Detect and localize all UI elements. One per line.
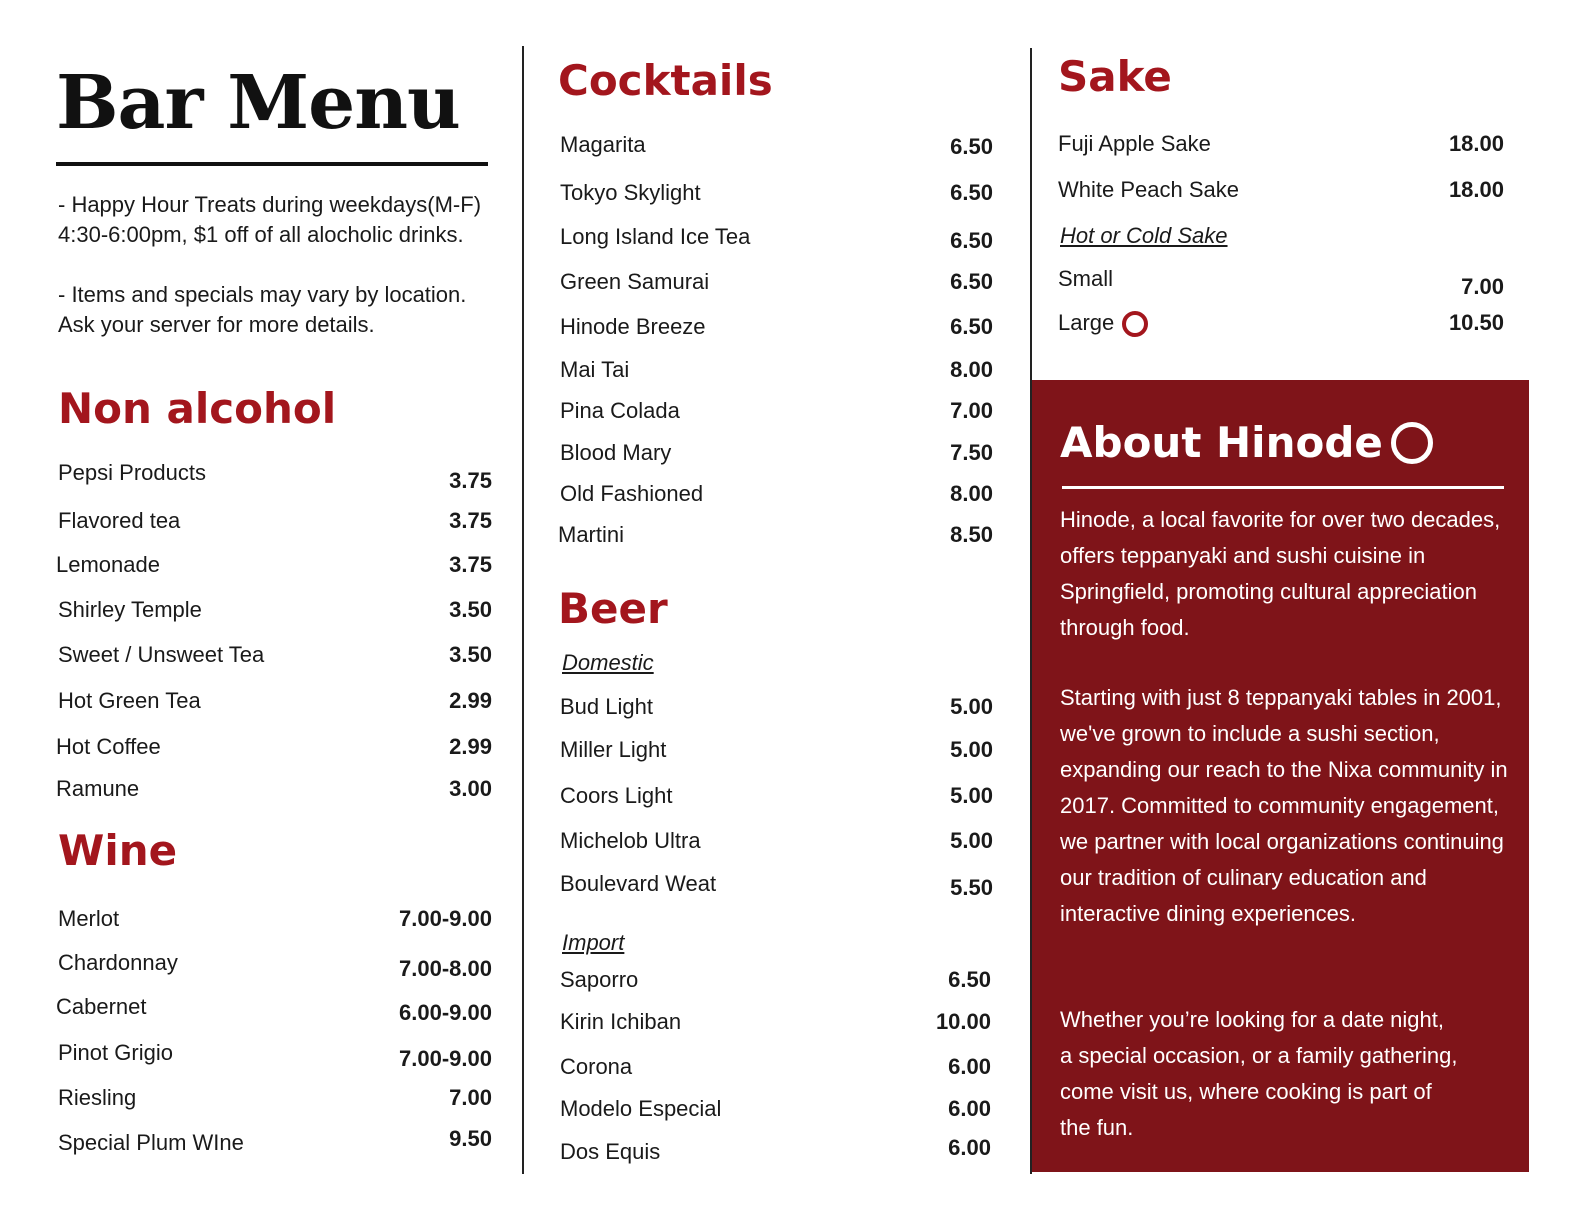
sake-size-item	[1058, 266, 1504, 300]
cocktail-item	[560, 440, 993, 466]
item-name: Fuji Apple Sake	[1058, 131, 1211, 156]
item-name: Green Samurai	[560, 269, 710, 294]
item-name: Pinot Grigio	[58, 1040, 173, 1065]
item-name: Pina Colada	[560, 398, 680, 423]
non-alcohol-item	[58, 642, 492, 668]
item-name: Martini	[558, 522, 625, 547]
item-price: 18.00	[1448, 177, 1504, 202]
item-name: Hot Coffee	[56, 734, 161, 759]
item-name: Sweet / Unsweet Tea	[58, 642, 265, 667]
item-name: Hinode Breeze	[560, 314, 706, 339]
item-name: Chardonnay	[58, 950, 178, 975]
item-name: Dos Equis	[560, 1139, 661, 1164]
non-alcohol-item	[58, 460, 492, 494]
import-subheading: Import	[562, 930, 625, 955]
wine-item	[56, 994, 492, 1026]
page-title: Bar Menu	[56, 60, 460, 146]
item-name: Special Plum WIne	[58, 1130, 244, 1155]
beer-item	[560, 1096, 991, 1122]
item-price: 3.50	[449, 642, 492, 667]
item-price: 3.75	[449, 552, 492, 577]
beer-item	[560, 783, 993, 809]
beer-item	[560, 694, 993, 720]
item-name: White Peach Sake	[1058, 177, 1239, 202]
cocktail-item	[560, 481, 993, 507]
item-price: 3.75	[449, 468, 492, 493]
item-name: Cabernet	[56, 994, 147, 1019]
item-price: 5.00	[950, 828, 993, 853]
item-price: 10.00	[935, 1009, 991, 1034]
item-name: Flavored tea	[58, 508, 181, 533]
item-name: Pepsi Products	[58, 460, 206, 485]
item-name: Saporro	[560, 967, 639, 992]
item-name: Modelo Especial	[560, 1096, 722, 1121]
about-heading	[1060, 418, 1433, 467]
item-price: 6.00-9.00	[399, 1000, 492, 1025]
non-alcohol-item	[58, 508, 492, 534]
cocktail-item	[560, 180, 993, 206]
wine-item	[58, 950, 492, 982]
item-price: 5.00	[950, 737, 993, 762]
cocktail-item	[560, 357, 993, 383]
about-paragraph: Starting with just 8 teppanyaki tables in 2001, we've grown to include a sushi section, expanding our reach to the Nixa community in 2017. Committed to community engagement, we partner with local organizations continuing our tradition of culinary education and interactive dining experiences.	[1060, 685, 1508, 926]
item-price: 6.00	[948, 1135, 991, 1160]
beer-item	[560, 737, 993, 763]
about-paragraph: Hinode, a local favorite for over two decades, offers teppanyaki and sushi cuisine in Springfield, promoting cultural appreciation through food.	[1060, 507, 1501, 640]
location-note: - Items and specials may vary by location. Ask your server for more details.	[58, 282, 467, 337]
item-name: Michelob Ultra	[560, 828, 701, 853]
beer-item	[560, 1009, 991, 1035]
item-price: 6.50	[950, 269, 993, 294]
item-price: 6.00	[948, 1096, 991, 1121]
item-name: Coors Light	[560, 783, 673, 808]
item-price: 7.00-9.00	[399, 1046, 492, 1071]
cocktail-item	[560, 224, 993, 254]
item-name: Boulevard Weat	[560, 871, 717, 896]
wine-item	[58, 906, 492, 932]
item-price: 7.00	[1461, 274, 1504, 299]
wine-item	[58, 1040, 492, 1072]
item-name: Tokyo Skylight	[560, 180, 701, 205]
item-price: 9.50	[449, 1126, 492, 1151]
hinode-ring-icon	[1122, 311, 1148, 337]
item-name: Kirin Ichiban	[560, 1009, 682, 1034]
beer-heading: Beer	[558, 584, 668, 633]
column-divider-left	[522, 46, 524, 1174]
item-price: 6.50	[948, 967, 991, 992]
non-alcohol-item	[58, 688, 492, 714]
item-price: 6.00	[948, 1054, 991, 1079]
item-price: 8.50	[950, 522, 993, 547]
item-price: 5.00	[950, 694, 993, 719]
item-price: 7.00-9.00	[399, 906, 492, 931]
item-name: Mai Tai	[560, 357, 630, 382]
item-price: 2.99	[449, 688, 492, 713]
item-name: Ramune	[56, 776, 140, 801]
beer-item	[560, 967, 991, 993]
sake-item	[1058, 131, 1504, 157]
item-name: Long Island Ice Tea	[560, 224, 751, 249]
item-name: Magarita	[560, 132, 646, 157]
cocktail-item	[560, 269, 993, 295]
item-name: Bud Light	[560, 694, 653, 719]
cocktail-item	[560, 314, 993, 340]
about-title-text: About Hinode	[1060, 418, 1383, 467]
item-name: Miller Light	[560, 737, 667, 762]
non-alcohol-item	[56, 776, 492, 802]
item-price: 8.00	[950, 481, 993, 506]
wine-heading: Wine	[58, 826, 178, 875]
item-price: 6.50	[950, 134, 993, 159]
about-panel	[1032, 380, 1529, 1172]
cocktail-item	[558, 522, 993, 548]
beer-item	[560, 828, 993, 854]
item-price: 7.00	[950, 398, 993, 423]
cocktails-heading: Cocktails	[558, 56, 773, 105]
wine-item	[58, 1126, 492, 1156]
item-name: Blood Mary	[560, 440, 672, 465]
item-price: 3.50	[449, 597, 492, 622]
item-price: 3.00	[449, 776, 492, 801]
happy-hour-note: - Happy Hour Treats during weekdays(M-F) 4:30-6:00pm, $1 off of all alocholic drinks.	[58, 192, 482, 247]
item-price: 7.50	[950, 440, 993, 465]
item-price: 5.00	[950, 783, 993, 808]
item-price: 6.50	[950, 180, 993, 205]
beer-item	[560, 1054, 991, 1080]
item-price: 6.50	[950, 314, 993, 339]
item-price: 18.00	[1448, 131, 1504, 156]
about-underline	[1062, 486, 1504, 489]
item-name: Lemonade	[56, 552, 160, 577]
hinode-ring-icon	[1391, 422, 1433, 464]
hot-cold-subheading: Hot or Cold Sake	[1060, 223, 1228, 248]
domestic-subheading: Domestic	[562, 650, 654, 675]
wine-item	[58, 1085, 492, 1111]
sake-size-item	[1058, 310, 1504, 337]
non-alcohol-heading: Non alcohol	[58, 384, 337, 433]
sake-heading: Sake	[1058, 52, 1172, 101]
item-name: Merlot	[58, 906, 120, 931]
item-price: 7.00-8.00	[399, 956, 492, 981]
item-name: Corona	[560, 1054, 633, 1079]
item-name: Old Fashioned	[560, 481, 704, 506]
item-price: 6.50	[950, 228, 993, 253]
item-price: 2.99	[449, 734, 492, 759]
non-alcohol-item	[56, 552, 492, 578]
cocktail-item	[560, 398, 993, 424]
item-price: 7.00	[449, 1085, 492, 1110]
item-name: Shirley Temple	[58, 597, 202, 622]
beer-item	[560, 1135, 991, 1165]
item-price: 8.00	[950, 357, 993, 382]
non-alcohol-item	[58, 597, 492, 623]
item-price: 3.75	[449, 508, 492, 533]
sake-item	[1058, 177, 1504, 203]
item-name: Large	[1058, 310, 1115, 335]
non-alcohol-item	[56, 734, 492, 760]
beer-item	[560, 871, 993, 901]
about-paragraph: Whether you’re looking for a date night, a special occasion, or a family gathering, come visit us, where cooking is part of the fun.	[1060, 1007, 1458, 1140]
item-name: Hot Green Tea	[58, 688, 201, 713]
item-price: 5.50	[950, 875, 993, 900]
item-name: Riesling	[58, 1085, 137, 1110]
item-price: 10.50	[1448, 310, 1504, 335]
title-underline	[56, 162, 488, 166]
cocktail-item	[560, 132, 993, 160]
item-name: Small	[1058, 266, 1114, 291]
